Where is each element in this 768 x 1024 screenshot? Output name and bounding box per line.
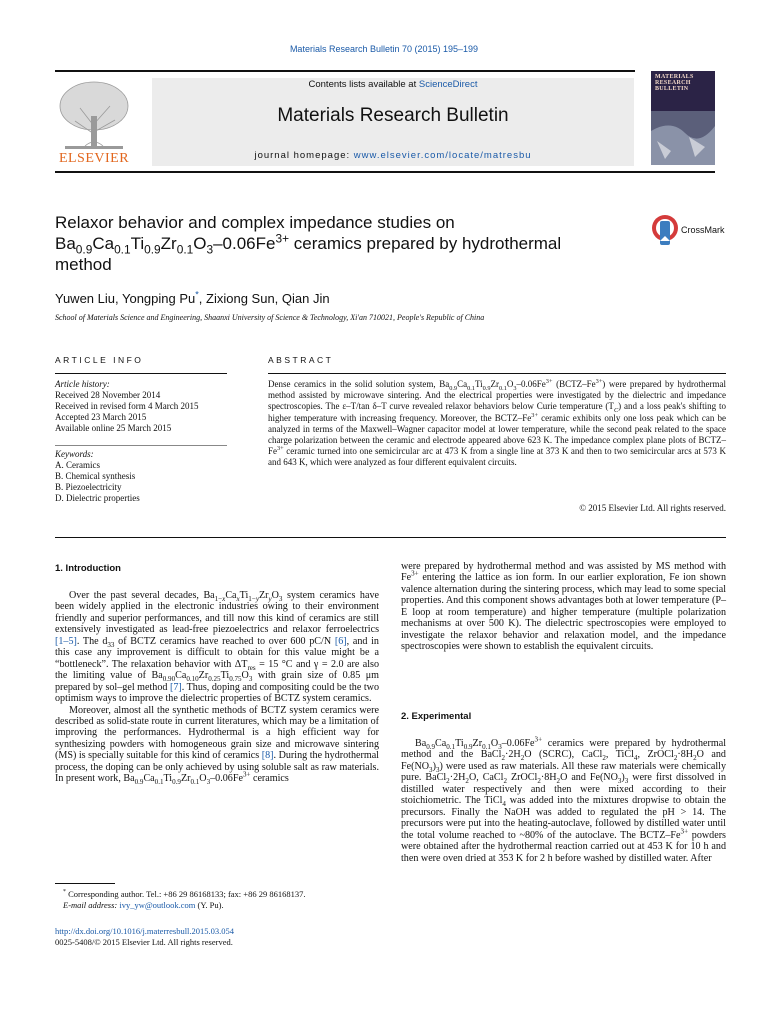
abstract-copyright: © 2015 Elsevier Ltd. All rights reserved.	[579, 503, 726, 513]
footnote-rule	[55, 883, 115, 884]
title-line-3: method	[55, 255, 112, 274]
keywords-rule	[55, 445, 227, 446]
introduction-heading: 1. Introduction	[55, 563, 121, 574]
history-label: Article history:	[55, 379, 110, 389]
abstract-rule	[268, 373, 726, 374]
citation-link[interactable]: [6]	[334, 635, 347, 647]
keywords-label: Keywords:	[55, 449, 94, 459]
title-line-2: $Ba_{0.9}Ca_{0.1}Ti_{0.9}Zr_{0.1}O_3-0.06Fe^{3+}$ ceramics prepared by hydrothermal	[55, 231, 562, 257]
citation-link[interactable]: [8]	[261, 750, 274, 762]
intro-paragraph-2: Moreover, almost all the synthetic methods of BCTZ system ceramics were described as solid-state route in current literatures, which may be a limitation of improving the performances. Hydrothermal is a high efficient way for synthesizing powders with homogeneous grain size and microwave sintering (MS) is specially suitable for this kind of ceramics [8]. During the hydrothermal process, the doping can be only achieved by using soluble salt as raw materials. In present work, $Ba_{0.9}Ca_{0.1}Ti_{0.9}Zr_{0.1}O_3-0.06Fe^{3+}$ ceramics	[55, 704, 379, 787]
footnote-line-1: * Corresponding author. Tel.: +86 29 86168133; fax: +86 29 86168137.	[63, 889, 306, 899]
abstract-bottom-rule	[55, 537, 726, 538]
corresponding-author-footnote	[55, 889, 379, 911]
footnote-line-2: E-mail address: ivy_yw@outlook.com (Y. Pu).	[63, 900, 224, 910]
citation-link[interactable]: [7]	[169, 681, 182, 693]
corresponding-author-mark[interactable]: *	[195, 289, 199, 300]
contents-line	[152, 79, 634, 90]
intro-paragraph-1: Over the past several decades, $Ba_{1-x}Ca_xTi_{1-y}Zr_yO_3$ system ceramics have been widely applied in the electronic industries owing to their environment friendly and superior performances, and till now this kind of ceramics are still extensively investigated as lead-free piezoelectrics and relaxor ferroelectrics [1–5]. The $d_{33}$ of BCTZ ceramics have reached to over 600 pC/N [6], and in this case any improvement is difficult to obtain for this value might be a “bottleneck”. The relaxation behavior with $\Delta T_{res} = 15$ °C and γ = 2.0 are also the limiting value of $Ba_{0.90}Ca_{0.10}Zr_{0.25}Ti_{0.75}O_3$ with grain size of 0.85 μm prepared by sol–gel method [7]. Thus, doping and compositing could be the two optimism ways to improve the dielectric properties of BCTZ system ceramics.	[55, 590, 380, 705]
article-history	[55, 379, 235, 434]
experimental-paragraph: $Ba_{0.9}Ca_{0.1}Ti_{0.9}Zr_{0.1}O_3-0.06Fe^{3+}$ ceramics were prepared by hydrothermal method and the $BaCl_2\cdot 2H_2O$ (SCRC), CaCl$_2$, TiCl$_4$, $ZrOCl_2\cdot 8H_2O$ and $Fe(NO_3)_3$) were used as raw materials. All these raw materials were chemically pure. $BaCl_2\cdot 2H_2O$, CaCl$_2$ $ZrOCl_2\cdot 8H_2O$ and $Fe(NO_3)_3$ were first dissolved in distilled water respectively and then were mixed according to their stoichiometric. The TiCl$_4$ was added into the mixtures dropwise to obtain the precursors. Finally the NaOH was added to regulated the pH > 14. The precursors were put into the heating-autoclave, followed by distilled water until the total volume reached to ~80% of the autoclave. The BCTZ–$Fe^{3+}$ powders were obtained after the hydrothermal reaction carried out at 453 K for 10 h and then were oven dried at 353 K for 2 h before washed by distilled water. After	[401, 735, 726, 864]
masthead-top-rule	[55, 70, 635, 72]
crossmark-badge[interactable]	[651, 213, 731, 247]
homepage-link[interactable]: www.elsevier.com/locate/matresbu	[353, 150, 532, 161]
history-item: Available online 25 March 2015	[55, 423, 172, 433]
right-column-top	[401, 561, 726, 653]
history-item: Received in revised form 4 March 2015	[55, 401, 199, 411]
abstract-heading: ABSTRACT	[268, 355, 334, 365]
crossmark-icon	[651, 213, 679, 247]
history-item: Received 28 November 2014	[55, 390, 161, 400]
cover-title: MATERIALS RESEARCH BULLETIN	[655, 74, 694, 92]
contents-prefix: Contents lists available at	[308, 79, 419, 90]
keyword-item: D. Dielectric properties	[55, 493, 140, 503]
doi-link[interactable]: http://dx.doi.org/10.1016/j.materresbull.2015.03.054	[55, 926, 235, 936]
crossmark-label: CrossMark	[681, 225, 725, 235]
authors-part-2: , Zixiong Sun, Qian Jin	[198, 291, 330, 306]
authors-part-1: Yuwen Liu, Yongping Pu	[55, 291, 196, 306]
keyword-item: B. Piezoelectricity	[55, 482, 122, 492]
homepage-prefix: journal homepage:	[254, 150, 354, 161]
issn-line: 0025-5408/© 2015 Elsevier Ltd. All rights reserved.	[55, 937, 233, 947]
intro-continuation: were prepared by hydrothermal method and was assisted by MS method with $Fe^{3+}$ entering the lattice as ion form. In our earlier exploration, Fe ion shown valence alternation during the sintering process, which may lead to some special properties. And this component shows advantages both at lower temperature (P–E loop at room temperature) and higher temperature (multiple polarization mechanisms at over 500 K). The dielectric spectroscopies were employed to investigate the relaxor behavior and relaxation model, and the impedance spectroscopies were shown to establish the equivalent circuits.	[401, 561, 726, 653]
citation-link[interactable]: [1–5]	[55, 635, 77, 647]
article-title	[55, 212, 635, 275]
keywords	[55, 449, 235, 504]
journal-title: Materials Research Bulletin	[277, 105, 509, 126]
sciencedirect-link[interactable]: ScienceDirect	[418, 79, 478, 90]
keyword-item: B. Chemical synthesis	[55, 471, 136, 481]
title-line-1: Relaxor behavior and complex impedance studies on	[55, 213, 455, 232]
author-list	[55, 291, 330, 306]
author-email-link[interactable]: ivy_yw@outlook.com	[119, 900, 196, 910]
journal-cover-thumbnail[interactable]	[651, 71, 715, 165]
masthead-bottom-rule	[55, 171, 715, 173]
affiliation: School of Materials Science and Engineering, Shaanxi University of Science & Technology, Xi'an 710021, People's Republic of China	[55, 313, 485, 322]
article-info-rule	[55, 373, 227, 374]
left-column	[55, 590, 379, 785]
history-item: Accepted 23 March 2015	[55, 412, 147, 422]
experimental-heading: 2. Experimental	[401, 711, 472, 722]
elsevier-wordmark: ELSEVIER	[58, 151, 130, 166]
right-column-bottom	[401, 735, 726, 864]
homepage-line	[152, 150, 634, 161]
journal-reference[interactable]: Materials Research Bulletin 70 (2015) 195–199	[289, 44, 479, 54]
article-info-heading: ARTICLE INFO	[55, 355, 144, 365]
keyword-item: A. Ceramics	[55, 460, 100, 470]
abstract-text: Dense ceramics in the solid solution system, $Ba_{0.9}Ca_{0.1}Ti_{0.9}Zr_{0.1}O_3-0.06Fe^{3+}$ $(BCTZ-Fe^{3+})$ were prepared by hydrothermal method assisted by microwave sintering. And the electrical properties were investigated by the dielectric and impedance spectroscopies. The ε–T/tan δ–T curve revealed relaxor behaviors below Curie temperature $(T_C)$ and a loss peak's shifting to higher temperature with increasing frequency. Moreover, the BCTZ–$Fe^{3+}$ ceramic exhibits only one loss peak which can be analyzed in terms of the Maxwell–Wagner capacitor model at lower temperature, while the second peak related to the space charge polarization between the ceramic and electrode appeared above 623 K. The impedance complex plane plots of BCTZ–$Fe^{3+}$ ceramic turned into one semicircular arc at 473 K from a single line at 373 K and then to two semicircular arcs at 573 K and 643 K, which were analyzed as four different equivalent circuits.	[268, 378, 726, 468]
